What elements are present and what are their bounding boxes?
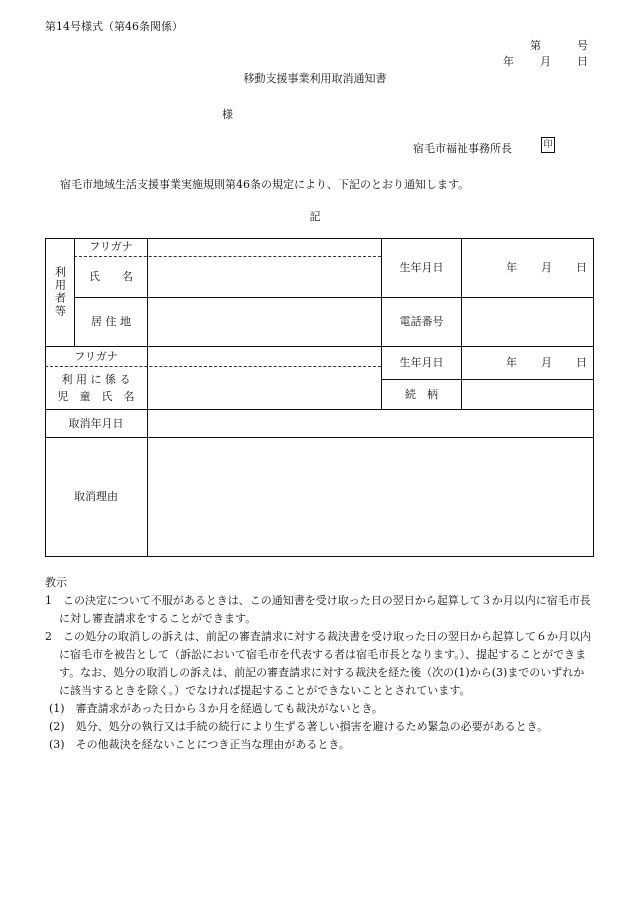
furigana-label: フリガナ — [89, 240, 133, 254]
child-furigana-label: フリガナ — [74, 349, 118, 363]
number-prefix: 第 — [530, 39, 541, 52]
relationship-label: 続 柄 — [405, 387, 438, 401]
child-birth-year-char: 年 — [506, 356, 517, 370]
addressee-suffix: 様 — [222, 108, 233, 121]
info-table — [45, 238, 594, 557]
note-sub-item-3: (3) その他裁決を経ないことにつき正当な理由があるとき。 — [49, 738, 350, 751]
note-item-2: 2 この処分の取消しの訴えは、前記の審査請求に対する裁決書を受け取った日の翌日から起算して６か月以内に宿毛市を被告として（訴訟において宿毛市を代表する者は宿毛市長となります。）、提起することができます。なお、処分の取消しの訴えは、前記の審査請求に対する裁決を経た後（次の(1)から(3)までのいずれかに該当するときを除く。）でなければ提起することができないこととされています。 — [45, 630, 591, 697]
child-birth-date-label: 生年月日 — [399, 356, 444, 370]
body-text: 宿毛市地域生活支援事業実施規則第46条の規定により、下記のとおり通知します。 — [60, 178, 470, 191]
birth-date-value — [462, 238, 593, 297]
date-year: 年 — [503, 55, 514, 68]
name-label: 氏 名 — [89, 270, 133, 284]
user-group-label: 利用者等 — [53, 266, 67, 318]
date-day: 日 — [577, 55, 588, 68]
phone-label: 電話番号 — [399, 315, 444, 329]
instruction-notes — [45, 574, 593, 754]
note-item-1: 1 この決定について不服があるときは、この通知書を受け取った日の翌日から起算して３か月以内に宿毛市長に対し審査請求をすることができます。 — [45, 594, 591, 625]
child-name-label — [45, 367, 147, 409]
form-number: 第14号様式（第46条関係） — [45, 20, 183, 33]
document-title: 移動支援事業利用取消通知書 — [243, 72, 387, 85]
child-birth-month-char: 月 — [541, 356, 552, 370]
child-name-line-2: 児 童 氏 名 — [57, 390, 135, 403]
date-month: 月 — [540, 55, 551, 68]
seal-mark: 印 — [541, 137, 555, 153]
sender-name: 宿毛市福祉事務所長 — [413, 142, 512, 155]
document-date-line — [503, 53, 588, 69]
number-suffix: 号 — [577, 39, 588, 52]
birth-date-label: 生年月日 — [399, 260, 444, 274]
child-birth-date-value — [462, 347, 593, 379]
birth-year-char: 年 — [506, 260, 517, 274]
child-name-line-1: 利 用 に 係 る — [61, 372, 131, 386]
document-number-line — [530, 37, 588, 53]
birth-month-char: 月 — [541, 260, 552, 274]
notes-heading: 教示 — [45, 576, 67, 589]
cancel-date-label: 取消年月日 — [68, 416, 124, 430]
address-label: 居 住 地 — [91, 315, 131, 329]
birth-day-char: 日 — [576, 260, 587, 274]
cancel-reason-label: 取消理由 — [74, 490, 118, 504]
child-birth-day-char: 日 — [576, 356, 587, 370]
note-sub-item-2: (2) 処分、処分の執行又は手続の続行により生ずる著しい損害を避けるため緊急の必要があるとき。 — [49, 720, 549, 733]
note-sub-item-1: (1) 審査請求があった日から３か月を経過しても裁決がないとき。 — [49, 702, 384, 715]
ki-label: 記 — [309, 210, 321, 223]
